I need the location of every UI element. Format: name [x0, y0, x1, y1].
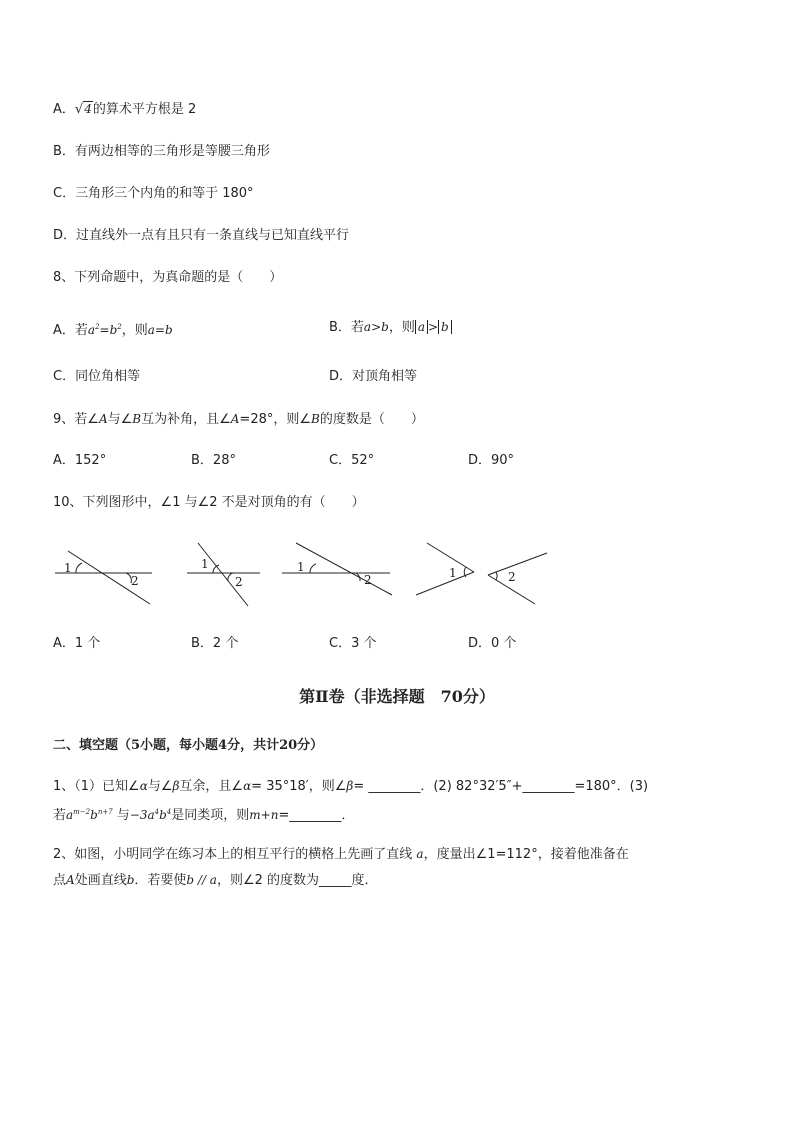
- q7-option-d: D．过直线外一点有且只有一条直线与已知直线平行: [53, 228, 350, 243]
- q9-stem: 9、若∠A与∠B互为补角，且∠A=28°，则∠B的度数是（ ）: [53, 412, 424, 427]
- fig3-angle1-label: 1: [297, 560, 305, 574]
- section-title: 第Ⅱ卷（非选择题 70分）: [299, 687, 495, 706]
- fig2-angle1-label: 1: [201, 557, 209, 571]
- fig3-angle2-label: 2: [364, 573, 372, 587]
- fig4-angle1-label: 1: [449, 566, 457, 580]
- sqrt-expression: √4: [74, 102, 92, 117]
- fig1-angle1-label: 1: [64, 561, 72, 575]
- fig4-angle2-label: 2: [508, 570, 516, 584]
- q10-option-b: B．2 个: [191, 636, 239, 651]
- q7-option-a: A．√4的算术平方根是 2: [53, 102, 197, 117]
- q7-option-b: B．有两边相等的三角形是等腰三角形: [53, 144, 270, 159]
- q8-option-a: A．若$a^2=b^2$，则a=b: [53, 323, 173, 338]
- fill1-line1: 1、（1）已知∠α与∠β互余，且∠α= 35°18′，则∠β= ________．(2) 82°32′5″+________=180°．(3): [53, 779, 649, 794]
- q8-option-d: D．对顶角相等: [329, 369, 418, 384]
- q10-option-a: A．1 个: [53, 636, 101, 651]
- q7-option-c: C．三角形三个内角的和等于 180°: [53, 186, 254, 201]
- q8-option-c: C．同位角相等: [53, 369, 141, 384]
- fig1-angle2-label: 2: [131, 574, 139, 588]
- fill2-line2: 点A处画直线b．若要使b // a，则∠2 的度数为_____度．: [53, 873, 378, 888]
- figure-4: [416, 543, 547, 604]
- q8-option-b: B．若a>b，则 a > b: [329, 318, 452, 337]
- q9-option-a: A．152°: [53, 453, 107, 468]
- q10-stem: 10、下列图形中，∠1 与∠2 不是对顶角的有（ ）: [53, 495, 365, 510]
- q9-option-b: B．28°: [191, 453, 236, 468]
- q9-option-c: C．52°: [329, 453, 375, 468]
- q8-stem: 8、下列命题中，为真命题的是（ ）: [53, 270, 283, 285]
- q10-option-c: C．3 个: [329, 636, 377, 651]
- fig2-angle2-label: 2: [235, 575, 243, 589]
- q10-option-d: D．0 个: [468, 636, 517, 651]
- fill1-line2: 若$a^{m-2}b^{n+7}$ 与$-3a^4b^4$是同类项，则m+n=________．: [53, 808, 355, 823]
- figure-2: [187, 543, 260, 606]
- q9-option-d: D．90°: [468, 453, 515, 468]
- part2-title: 二、填空题（5小题，每小题4分，共计20分）: [53, 738, 324, 753]
- fill2-line1: 2、如图，小明同学在练习本上的相互平行的横格上先画了直线 a，度量出∠1=112°，接着他准备在: [53, 847, 629, 862]
- q10-figures: [0, 535, 794, 615]
